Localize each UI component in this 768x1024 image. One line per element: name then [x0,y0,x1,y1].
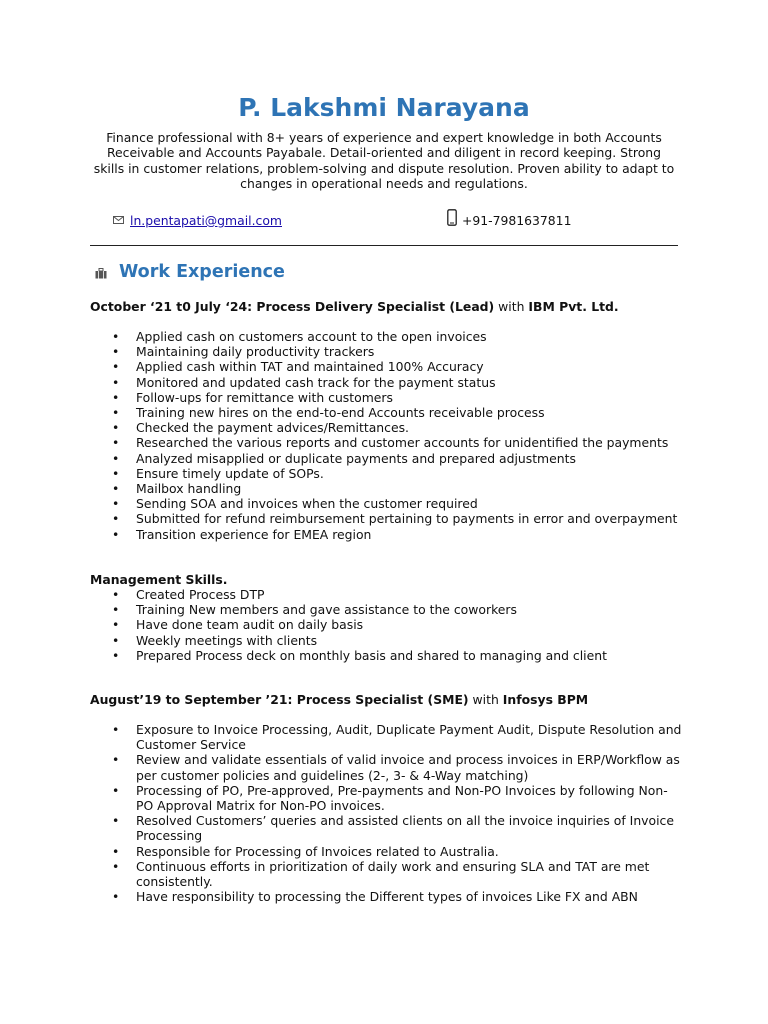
list-item: • Prepared Process deck on monthly basis and shared to managing and client [90,648,682,663]
envelope-icon [113,216,124,224]
list-item: • Responsible for Processing of Invoices related to Australia. [90,844,682,859]
email-link[interactable]: ln.pentapati@gmail.com [130,213,282,228]
list-item: • Sending SOA and invoices when the customer required [90,496,682,511]
header-divider [90,245,678,246]
job-2-company: Infosys BPM [502,692,589,707]
job-1-title [90,299,619,315]
list-item: • Researched the various reports and customer accounts for unidentified the payments [90,435,682,450]
profile-summary: Finance professional with 8+ years of experience and expert knowledge in both Accounts Receivable and Accounts Payabale. Detail-oriented and diligent in record keeping. Strong skills in customer relations, problem-solving and dispute resolution. Proven ability to adapt to changes in operational needs and regulations. [93,130,675,191]
list-item: • Exposure to Invoice Processing, Audit, Duplicate Payment Audit, Dispute Resolution and Customer Service [90,722,682,752]
list-item: • Applied cash on customers account to the open invoices [90,329,682,344]
job-2-dates-role: August’19 to September ’21: Process Specialist (SME) [90,692,469,707]
list-item: • Review and validate essentials of valid invoice and process invoices in ERP/Workflow as per customer policies and guidelines (2-, 3- & 4-Way matching) [90,752,682,782]
list-item: • Ensure timely update of SOPs. [90,466,682,481]
list-item: • Mailbox handling [90,481,682,496]
list-item: • Maintaining daily productivity trackers [90,344,682,359]
management-skills-heading: Management Skills. [90,572,228,587]
job-1-dates-role: October ‘21 t0 July ‘24: Process Delivery Specialist (Lead) [90,299,495,314]
list-item: • Weekly meetings with clients [90,633,682,648]
job-1-bullet-list [90,329,682,542]
job-2-bullet-list [90,722,682,904]
list-item: • Checked the payment advices/Remittances. [90,420,682,435]
list-item: • Submitted for refund reimbursement pertaining to payments in error and overpayment [90,511,682,526]
phone-number: +91-7981637811 [462,213,572,228]
list-item: • Continuous efforts in prioritization of daily work and ensuring SLA and TAT are met consistently. [90,859,682,889]
management-skills-list [90,587,682,663]
list-item: • Applied cash within TAT and maintained 100% Accuracy [90,359,682,374]
job-1-company: IBM Pvt. Ltd. [528,299,619,314]
contact-row [0,208,768,232]
briefcase-icon [95,268,107,279]
mobile-phone-icon [447,209,457,226]
list-item: • Created Process DTP [90,587,682,602]
job-2-title [90,692,588,708]
candidate-name: P. Lakshmi Narayana [238,93,530,122]
list-item: • Monitored and updated cash track for the payment status [90,375,682,390]
list-item: • Analyzed misapplied or duplicate payments and prepared adjustments [90,451,682,466]
job-2-with: with [472,692,499,707]
list-item: • Transition experience for EMEA region [90,527,682,542]
work-experience-heading: Work Experience [119,262,285,282]
list-item: • Have responsibility to processing the Different types of invoices Like FX and ABN [90,889,682,904]
list-item: • Follow-ups for remittance with customers [90,390,682,405]
list-item: • Resolved Customers’ queries and assisted clients on all the invoice inquiries of Invoice Processing [90,813,682,843]
list-item: • Processing of PO, Pre-approved, Pre-payments and Non-PO Invoices by following Non-PO Approval Matrix for Non-PO invoices. [90,783,682,813]
job-1-with: with [498,299,525,314]
list-item: • Have done team audit on daily basis [90,617,682,632]
list-item: • Training new hires on the end-to-end Accounts receivable process [90,405,682,420]
list-item: • Training New members and gave assistance to the coworkers [90,602,682,617]
